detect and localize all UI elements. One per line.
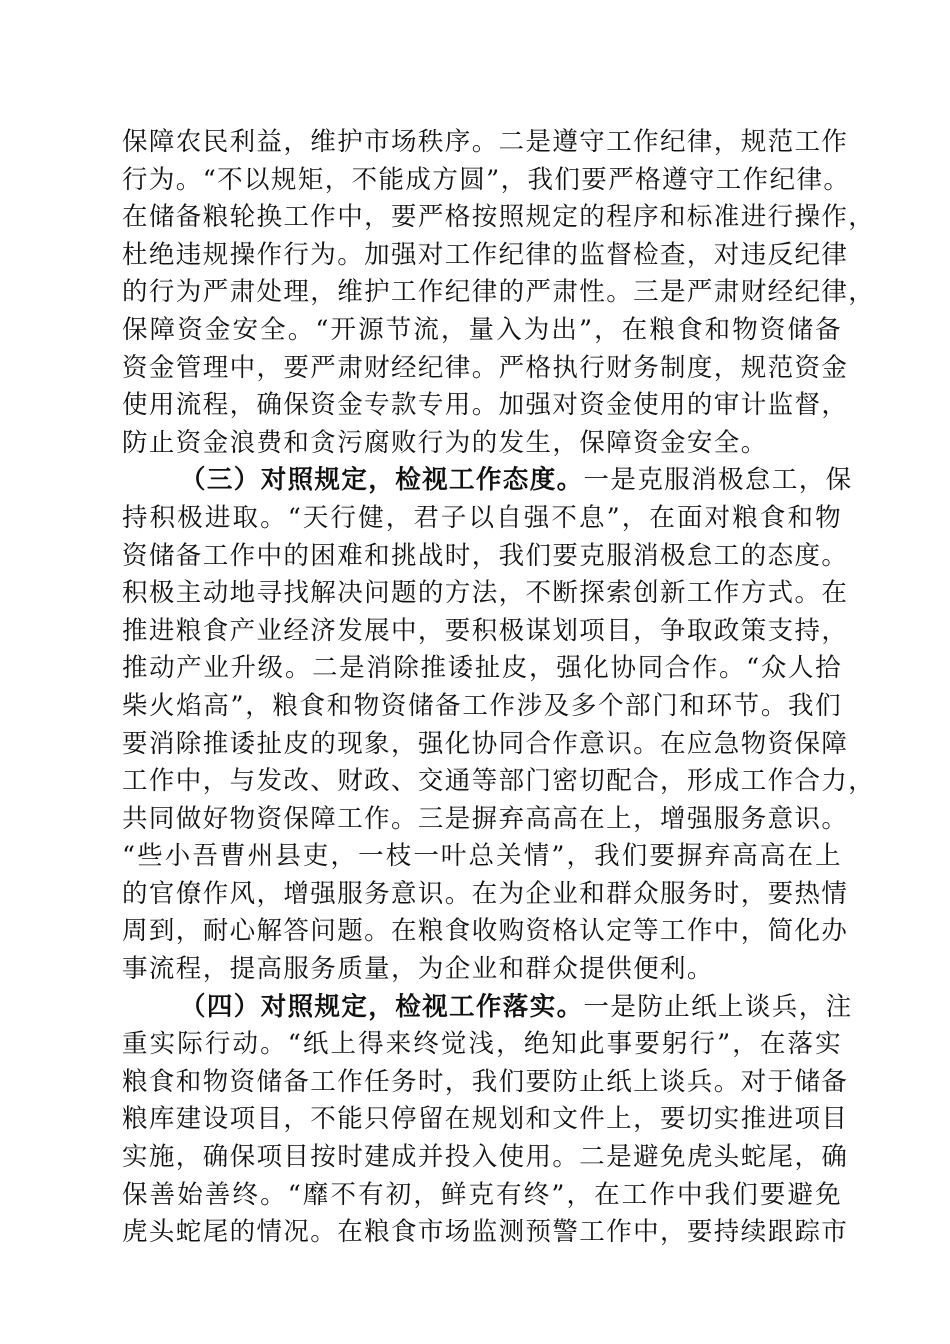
line-text: 共同做好物资保障工作。三是摒弃高高在上，增强服务意识。 — [122, 803, 849, 834]
line-text: 柴火焰高”，粮食和物资储备工作涉及多个部门和环节。我们 — [122, 690, 842, 721]
text-line — [122, 1101, 849, 1139]
text-line — [122, 237, 849, 275]
text-line — [122, 1026, 842, 1064]
line-text: 推动产业升级。二是消除推诿扯皮，强化协同合作。“众人拾 — [122, 653, 842, 684]
document-body — [122, 124, 876, 1252]
text-line — [122, 124, 849, 162]
text-line — [122, 312, 842, 350]
line-text: 要消除推诿扯皮的现象，强化协同合作意识。在应急物资保障 — [122, 728, 849, 759]
line-text: 杜绝违规操作行为。加强对工作纪律的监督检查，对违反纪律 — [122, 239, 849, 270]
line-text: “些小吾曹州县吏，一枝一叶总关情”，我们要摒弃高高在上 — [122, 841, 842, 872]
text-line — [122, 688, 842, 726]
line-text: 资金管理中，要严肃财经纪律。严格执行财务制度，规范资金 — [122, 352, 849, 383]
text-line — [122, 387, 849, 425]
line-text: 实施，确保项目按时建成并投入使用。二是避免虎头蛇尾，确 — [122, 1142, 849, 1173]
text-line — [122, 650, 842, 688]
text-line — [122, 199, 876, 237]
line-text: 保障农民利益，维护市场秩序。二是遵守工作纪律，规范工作 — [122, 127, 849, 157]
text-line — [122, 726, 849, 764]
text-line — [122, 1064, 849, 1102]
line-text: 周到，耐心解答问题。在粮食收购资格认定等工作中，简化办 — [122, 916, 849, 947]
text-line — [122, 575, 849, 613]
section-heading-4: （四）对照规定，检视工作落实。 — [180, 991, 584, 1022]
text-line — [122, 350, 849, 388]
line-text: 推进粮食产业经济发展中，要积极谋划项目，争取政策支持， — [122, 615, 849, 646]
text-line — [122, 1214, 849, 1252]
line-text: 持积极进取。“天行健，君子以自强不息”，在面对粮食和物 — [122, 502, 842, 533]
line-text: 保善始善终。“靡不有初，鲜克有终”，在工作中我们要避免 — [122, 1179, 842, 1210]
line-text: 虎头蛇尾的情况。在粮食市场监测预警工作中，要持续跟踪市 — [122, 1217, 849, 1248]
text-line — [122, 876, 849, 914]
line-text: 一是防止纸上谈兵，注 — [583, 991, 853, 1022]
text-line — [122, 500, 842, 538]
line-text: 工作中，与发改、财政、交通等部门密切配合，形成工作合力， — [122, 766, 876, 797]
text-line — [122, 1139, 849, 1177]
line-text: 一是克服消极怠工，保 — [583, 465, 853, 496]
line-text: 的官僚作风，增强服务意识。在为企业和群众服务时，要热情 — [122, 878, 849, 909]
line-text: 保障资金安全。“开源节流，量入为出”，在粮食和物资储备 — [122, 314, 842, 345]
line-text: 使用流程，确保资金专款专用。加强对资金使用的审计监督， — [122, 390, 849, 421]
text-line — [122, 613, 849, 651]
text-line — [122, 162, 851, 200]
line-text: 重实际行动。“纸上得来终觉浅，绝知此事要躬行”，在落实 — [122, 1029, 842, 1060]
line-text: 粮食和物资储备工作任务时，我们要防止纸上谈兵。对于储备 — [122, 1066, 849, 1097]
text-line — [122, 425, 842, 463]
text-line — [122, 763, 876, 801]
text-line — [122, 838, 842, 876]
text-line — [122, 801, 849, 839]
section-heading-3: （三）对照规定，检视工作态度。 — [180, 465, 584, 496]
line-text: 资储备工作中的困难和挑战时，我们要克服消极怠工的态度。 — [122, 540, 849, 571]
line-text: 事流程，提高服务质量，为企业和群众提供便利。 — [122, 954, 714, 985]
text-line — [122, 274, 876, 312]
section-heading-line — [122, 989, 853, 1027]
line-text: 行为。“不以规矩，不能成方圆”，我们要严格遵守工作纪律。 — [122, 164, 851, 195]
line-text: 防止资金浪费和贪污腐败行为的发生，保障资金安全。 — [122, 427, 768, 458]
text-line — [122, 913, 849, 951]
line-text: 在储备粮轮换工作中，要严格按照规定的程序和标准进行操作， — [122, 202, 876, 233]
text-line — [122, 951, 842, 989]
line-text: 的行为严肃处理，维护工作纪律的严肃性。三是严肃财经纪律， — [122, 277, 876, 308]
text-line — [122, 1177, 842, 1215]
section-heading-line — [122, 462, 853, 500]
text-line — [122, 538, 849, 576]
line-text: 积极主动地寻找解决问题的方法，不断探索创新工作方式。在 — [122, 578, 849, 609]
line-text: 粮库建设项目，不能只停留在规划和文件上，要切实推进项目 — [122, 1104, 849, 1135]
